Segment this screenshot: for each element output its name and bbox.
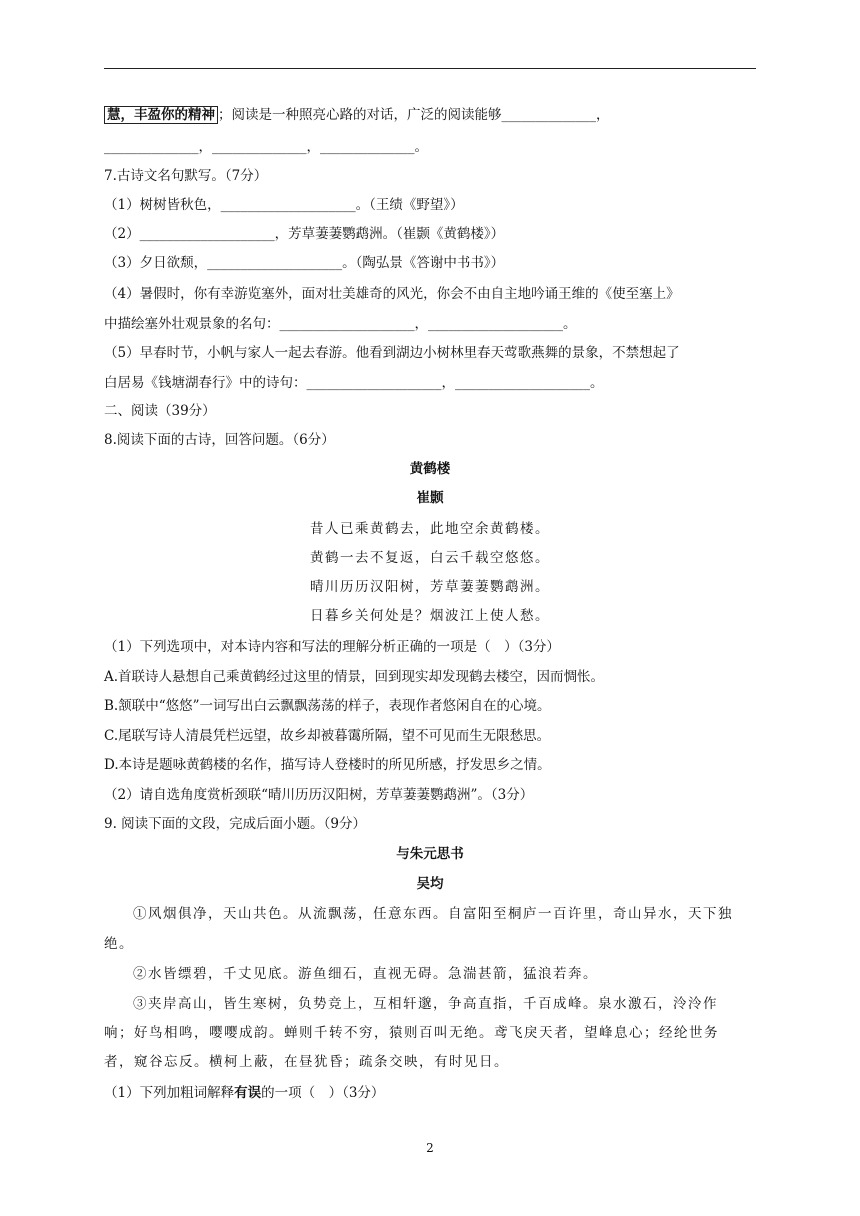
essay-author: 吴均 [416,876,444,892]
q7-item-5a: （5）早春时节，小帆与家人一起去春游。他看到湖边小树林里春天莺歌燕舞的景象，不禁想起了 [104,345,680,361]
q8-option-a: A.首联诗人悬想自己乘黄鹤经过这里的情景，回到现实却发现鹤去楼空，因而惆怅。 [104,669,605,685]
poem-title: 黄鹤楼 [409,461,451,477]
q8-option-b: B.颔联中“悠悠”一词写出白云飘飘荡荡的样子，表现作者悠闲自在的心境。 [104,698,551,714]
q9-title: 9. 阅读下面的文段，完成后面小题。（9分） [104,816,367,832]
q8-sub-1: （1）下列选项中，对本诗内容和写法的理解分析正确的一项是（ ）（3分） [104,639,560,655]
poem-line: 昔人已乘黄鹤去，此地空余黄鹤楼。 [310,521,550,537]
q7-item-4a: （4）暑假时，你有幸游览塞外，面对壮美雄奇的风光，你会不由自主地吟诵王维的《使至塞上》 [104,286,680,302]
poem-line: 日暮乡关何处是？烟波江上使人愁。 [310,608,550,624]
essay-para-1b: 绝。 [104,936,134,952]
essay-title: 与朱元思书 [396,846,464,862]
q9-sub-1-bold: 有误 [234,1085,262,1101]
q6-tail-line [104,106,756,124]
header-rule [104,68,756,69]
q8-option-d: D.本诗是题咏黄鹤楼的名作，描写诗人登楼时的所见所感，抒发思乡之情。 [104,757,551,773]
q7-item-3: （3）夕日欲颓，____________________。（陶弘景《答谢中书书》） [104,255,505,271]
q9-sub-1-post: 的一项（ ）（3分） [261,1085,385,1101]
essay-para-3b: 响；好鸟相鸣，嘤嘤成韵。蝉则千转不穷，猿则百叫无绝。鸢飞戾天者，望峰息心；经纶世务 [104,1025,719,1041]
q6-blanks-line: ______________，______________，______________。 [104,139,428,155]
essay-para-2: ②水皆缥碧，千丈见底。游鱼细石，直视无碍。急湍甚箭，猛浪若奔。 [133,966,598,982]
q7-item-5b: 白居易《钱塘湖春行》中的诗句：____________________，____________________。 [104,375,604,391]
essay-para-3a: ③夹岸高山，皆生寒树，负势竞上，互相轩邈，争高直指，千百成峰。泉水激石，泠泠作 [133,996,718,1012]
q7-item-2: （2）____________________，芳草萋萋鹦鹉洲。（崔颢《黄鹤楼》） [104,226,505,242]
poem-author: 崔颢 [416,490,444,506]
page-number: 2 [426,1141,434,1155]
q7-title: 7.古诗文名句默写。（7分） [104,168,268,184]
q6-tail-text: ；阅读是一种照亮心路的对话，广泛的阅读能够______________， [218,107,610,123]
q9-sub-1 [104,1084,756,1102]
boxed-text: 慧，丰盈你的精神 [104,106,218,124]
poem-line: 晴川历历汉阳树，芳草萋萋鹦鹉洲。 [310,579,550,595]
essay-para-1a: ①风烟俱净，天山共色。从流飘荡，任意东西。自富阳至桐庐一百许里，奇山异水，天下独 [133,906,733,922]
essay-para-3c: 者，窥谷忘反。横柯上蔽，在昼犹昏；疏条交映，有时见日。 [104,1054,509,1070]
q7-item-4b: 中描绘塞外壮观景象的名句：____________________，____________________。 [104,316,577,332]
q9-sub-1-pre: （1）下列加粗词解释 [104,1085,235,1101]
q7-item-1: （1）树树皆秋色，____________________。（王绩《野望》） [104,197,464,213]
q8-title: 8.阅读下面的古诗，回答问题。（6分） [104,432,335,448]
poem-line: 黄鹤一去不复返，白云千载空悠悠。 [310,550,550,566]
q8-option-c: C.尾联写诗人清晨凭栏远望，故乡却被暮霭所隔，望不可见而生无限愁思。 [104,728,551,744]
q8-sub-2: （2）请自选角度赏析颈联“晴川历历汉阳树，芳草萋萋鹦鹉洲”。（3分） [104,787,534,803]
section-reading-heading: 二、阅读（39分） [104,403,216,419]
